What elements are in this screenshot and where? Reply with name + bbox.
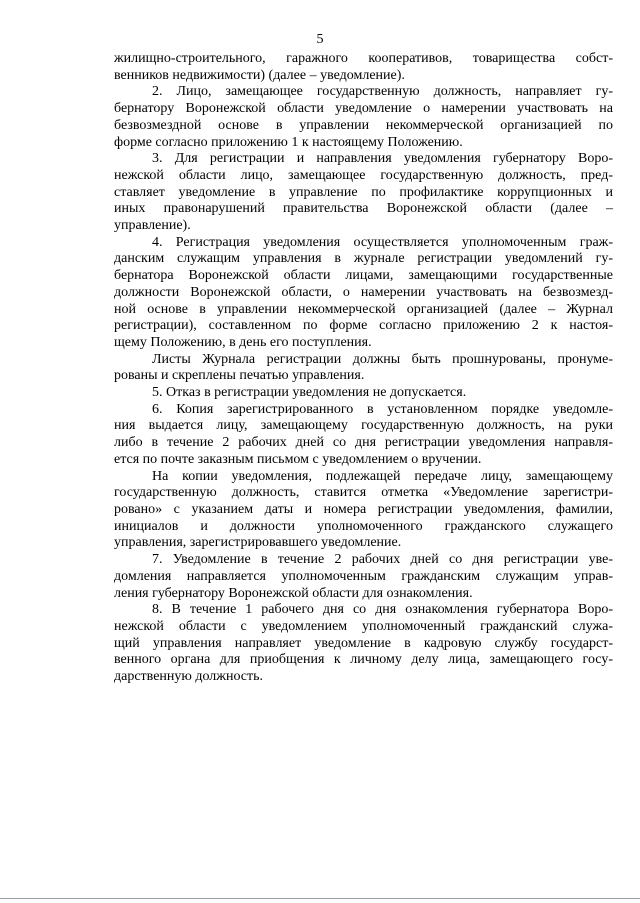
text-line: дарственную должность. [114,669,264,685]
document-body [114,51,613,686]
text-line: ровано» с указанием даты и номера регистрации уведомления, фамилии, [114,501,613,517]
text-line: управления, зарегистрировавшего уведомление. [114,535,402,551]
text-line: бернатору Воронежской области уведомление о намерении участвовать на [114,101,613,117]
page-bottom-edge [0,898,640,899]
paragraph [114,469,613,553]
paragraph [114,552,613,602]
text-line: ления губернатору Воронежской области для ознакомления. [114,585,473,601]
text-line: На копии уведомления, подлежащей передаче лицу, замещающему [152,468,613,484]
text-line: венного органа для приобщения к личному делу лица, замещающего госу- [114,652,613,668]
text-line: рованы и скреплены печатью управления. [114,368,365,384]
text-line: 2. Лицо, замещающее государственную должность, направляет гу- [152,84,613,100]
text-line: регистрации), составленном по форме согласно приложению 2 к настоя- [114,318,613,334]
paragraph [114,352,613,385]
paragraph [114,84,613,151]
text-line: иных правонарушений правительства Воронежской области (далее – [114,201,613,217]
text-line: ния выдается лицу, замещающему государственную должность, на руки [114,418,613,434]
page-number: 5 [316,32,324,47]
text-line: домления направляется уполномоченным гражданским служащим управ- [114,568,613,584]
text-line: государственную должность, ставится отметка «Уведомление зарегистри- [114,485,613,501]
paragraph [114,402,613,469]
text-line: 7. Уведомление в течение 2 рабочих дней со дня регистрации уве- [152,552,613,568]
text-line: 5. Отказ в регистрации уведомления не допускается. [152,385,467,401]
paragraph [114,385,613,402]
text-line: ется по почте заказным письмом с уведомлением о вручении. [114,451,482,467]
paragraph [114,235,613,352]
text-line: форме согласно приложению 1 к настоящему Положению. [114,134,463,150]
text-line: либо в течение 2 рабочих дней со дня регистрации уведомления направля- [114,435,613,451]
text-line: 8. В течение 1 рабочего дня со дня ознакомления губернатора Воро- [152,602,613,618]
text-line: ной основе в управлении некоммерческой организацией (далее – Журнал [114,301,613,317]
text-line: должности Воронежской области, о намерении участвовать на безвозмезд- [114,284,613,300]
text-line: бернатора Воронежской области лицами, замещающими государственные [114,268,613,284]
text-line: венников недвижимости) (далее – уведомление). [114,67,405,83]
text-line: 4. Регистрация уведомления осуществляется уполномоченным граж- [152,234,613,250]
text-line: безвозмездной основе в управлении некоммерческой организацией по [114,117,613,133]
paragraph [114,151,613,235]
paragraph [114,602,613,686]
text-line: жилищно-строительного, гаражного кооперативов, товарищества собст- [114,51,613,66]
text-line: 6. Копия зарегистрированного в установленном порядке уведомле- [152,401,613,417]
text-line: данским служащим управления в журнале регистрации уведомлений гу- [114,251,613,267]
text-line: щий управления направляет уведомление в кадровую службу государст- [114,635,613,651]
text-line: Листы Журнала регистрации должны быть прошнурованы, пронуме- [152,351,613,367]
text-line: щему Положению, в день его поступления. [114,334,372,350]
text-line: инициалов и должности уполномоченного гражданского служащего [114,518,613,534]
text-line: ставляет уведомление в управление по профилактике коррупционных и [114,184,613,200]
text-line: нежской области с уведомлением уполномоченный гражданский служа- [114,618,613,634]
text-line: нежской области лицо, замещающее государственную должность, пред- [114,167,613,183]
text-line: управление). [114,218,191,234]
text-line: 3. Для регистрации и направления уведомления губернатору Воро- [152,151,613,167]
paragraph [114,51,613,84]
